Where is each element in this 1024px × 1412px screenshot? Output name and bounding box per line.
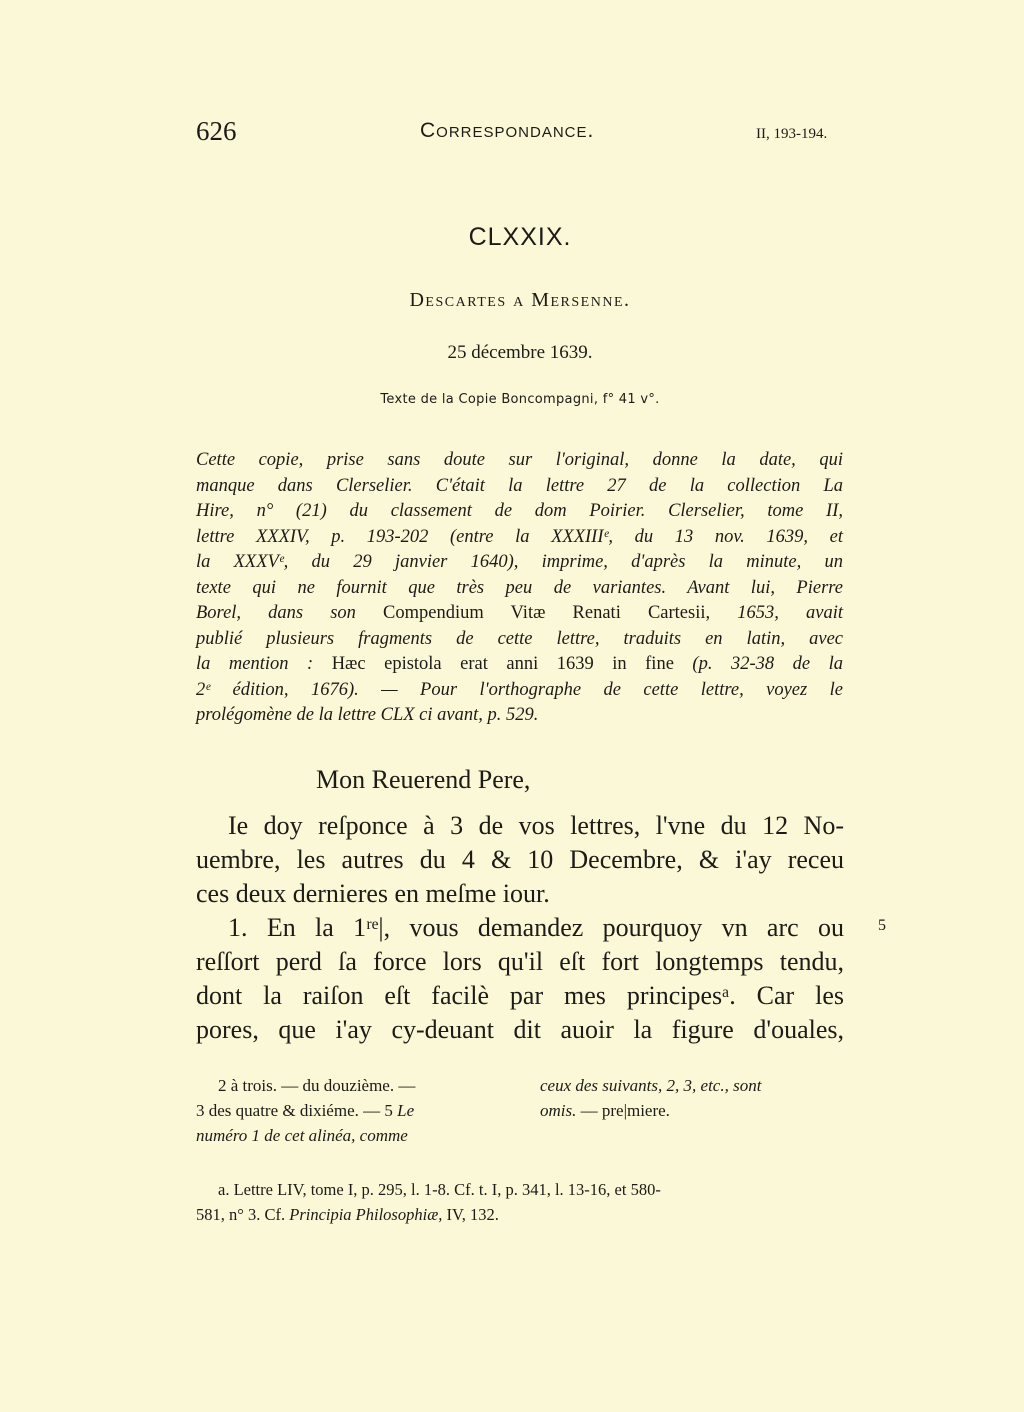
letter-source: Texte de la Copie Boncompagni, f° 41 v°.	[380, 392, 660, 407]
intro-line: texte qui ne fournit que très peu de variantes. Avant lui, Pierre	[196, 577, 843, 598]
letter-date: 25 décembre 1639.	[447, 342, 593, 363]
variant-line	[540, 1098, 844, 1123]
intro-line: Cette copie, prise sans doute sur l'original, donne la date, qui	[196, 450, 843, 470]
margin-line-number: 5	[878, 917, 886, 934]
intro-line: publié plusieurs fragments de cette lettre, traduits en latin, avec	[196, 628, 843, 649]
intro-line: lettre XXXIV, p. 193-202 (entre la XXXIIIᵉ, du 13 nov. 1639, et	[196, 526, 843, 547]
intro-line: manque dans Clerselier. C'était la lettre 27 de la collection La	[196, 475, 843, 496]
footnote-line	[196, 1202, 844, 1227]
variant-line: ceux des suivants, 2, 3, etc., sont	[540, 1076, 762, 1095]
footnote	[196, 1177, 844, 1227]
variant-line	[196, 1098, 502, 1123]
book-title: Principia Philosophiæ,	[289, 1205, 443, 1224]
body-line: pores, que i'ay cy-deuant dit auoir la figure d'ouales,	[196, 1015, 844, 1044]
running-reference: II, 193-194.	[756, 126, 828, 142]
page-number: 626	[196, 116, 237, 146]
intro-line: 2ᵉ édition, 1676). — Pour l'orthographe de cette lettre, voyez le	[196, 679, 843, 700]
intro-line: Hire, n° (21) du classement de dom Poirier. Clerselier, tome II,	[196, 501, 843, 521]
editorial-introduction	[196, 448, 843, 729]
footnote-text: 581, n° 3. Cf.	[196, 1205, 290, 1224]
book-title: Compendium Vitæ Renati Cartesii,	[383, 603, 711, 623]
body-line: dont la raiſon eſt facilè par mes principesᵃ. Car les	[196, 981, 844, 1010]
body-line: uembre, les autres du 4 & 10 Decembre, & i'ay receu	[196, 845, 844, 874]
body-line: 1. En la 1ʳᵉ|, vous demandez pourquoy vn arc ou	[228, 913, 844, 942]
variant-text: Le	[397, 1101, 415, 1120]
running-title: Correspondance.	[420, 119, 595, 142]
letter-correspondents: Descartes a Mersenne.	[409, 289, 631, 311]
salutation: Mon Reuerend Pere,	[316, 765, 531, 794]
variant-text: omis.	[540, 1101, 577, 1120]
variant-text: 3 des quatre & dixiéme. — 5	[196, 1101, 398, 1120]
intro-text: Borel, dans son	[196, 603, 384, 623]
intro-text: la mention :	[196, 654, 332, 674]
footnote-text: IV, 132.	[442, 1205, 499, 1224]
intro-line	[196, 601, 843, 627]
variant-notes-right	[540, 1073, 844, 1123]
variant-text: — pre|miere.	[576, 1101, 670, 1120]
intro-text: (p. 32-38 de la	[673, 654, 843, 674]
body-line: Ie doy reſponce à 3 de vos lettres, l'vne du 12 No-	[228, 811, 844, 840]
intro-line: la XXXVᵉ, du 29 janvier 1640), imprime, d'après la minute, un	[196, 552, 843, 572]
variant-line: 2 à trois. — du douzième. —	[218, 1076, 416, 1095]
latin-quote: Hæc epistola erat anni 1639 in fine	[331, 654, 674, 674]
letter-number: CLXXIX.	[468, 223, 572, 251]
variant-notes-left	[196, 1073, 502, 1148]
letter-body	[196, 763, 844, 1047]
intro-line	[196, 652, 843, 678]
variant-line: numéro 1 de cet alinéa, comme	[196, 1126, 408, 1145]
intro-text: 1653, avait	[710, 603, 843, 623]
body-line: reſſort perd ſa force lors qu'il eſt fort longtemps tendu,	[196, 947, 844, 976]
intro-line: prolégomène de la lettre CLX ci avant, p. 529.	[196, 705, 539, 725]
body-line: ces deux dernieres en meſme iour.	[196, 879, 550, 908]
footnote-line: a. Lettre LIV, tome I, p. 295, l. 1-8. Cf. t. I, p. 341, l. 13-16, et 580-	[218, 1180, 661, 1199]
